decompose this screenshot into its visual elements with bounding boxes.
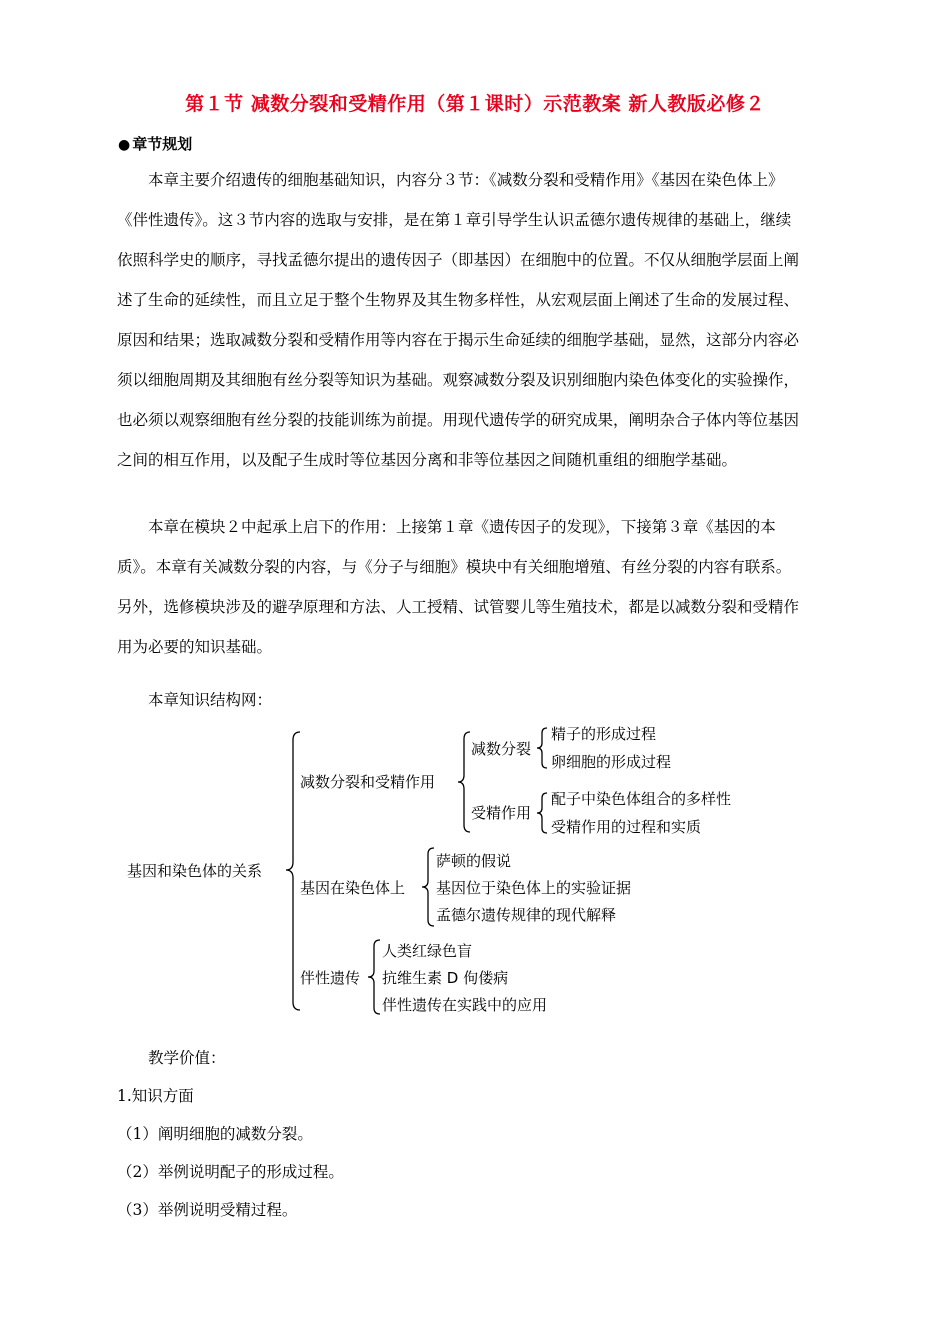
teaching-item: （3）举例说明受精过程。 [117,1201,298,1219]
teaching-item: （2）举例说明配子的形成过程。 [117,1163,344,1181]
diagram-leaf: 基因位于染色体上的实验证据 [436,879,632,897]
diagram-leaf: 受精作用的过程和实质 [551,818,702,836]
page-title: 第１节 减数分裂和受精作用（第１课时）示范教案 新人教版必修２ [185,93,765,115]
paragraph-line: 本章知识结构网： [117,691,273,709]
diagram-branch1: 减数分裂和受精作用 [300,773,436,791]
paragraph-line: 用为必要的知识基础。 [117,638,273,656]
paragraph-structure-intro [117,680,875,720]
diagram-leaf: 孟德尔遗传规律的现代解释 [436,906,617,924]
diagram-leaf: 抗维生素 D 佝偻病 [382,969,509,987]
branch2-brace [422,848,434,926]
diagram-branch2: 基因在染色体上 [300,879,406,897]
teaching-item: （1）阐明细胞的减数分裂。 [117,1125,313,1143]
paragraph-intro [117,160,875,480]
paragraph-line: 也必须以观察细胞有丝分裂的技能训练为前提。用现代遗传学的研究成果，阐明杂合子体内等位基因 [117,411,800,429]
diagram-sub1: 减数分裂 [471,740,532,758]
knowledge-structure-diagram [0,720,950,1020]
diagram-leaf: 配子中染色体组合的多样性 [551,790,732,808]
diagram-leaf: 卵细胞的形成过程 [551,753,672,771]
root-brace [286,732,300,1010]
paragraph-role [117,507,875,667]
diagram-sub2: 受精作用 [471,804,532,822]
sub1-brace [537,728,547,768]
knowledge-aspect-heading: 1.知识方面 [117,1087,194,1105]
paragraph-line: 《伴性遗传》。这３节内容的选取与安排，是在第１章引导学生认识孟德尔遗传规律的基础上，继续 [117,211,792,229]
paragraph-line: 述了生命的延续性，而且立足于整个生物界及其生物多样性，从宏观层面上阐述了生命的发展过程、 [117,291,800,309]
paragraph-line: 依照科学史的顺序，寻找孟德尔提出的遗传因子（即基因）在细胞中的位置。不仅从细胞学层面上阐 [117,251,800,269]
branch1-brace [458,732,470,832]
section-heading-text: 章节规划 [132,135,193,153]
diagram-root: 基因和染色体的关系 [127,862,263,880]
diagram-leaf: 伴性遗传在实践中的应用 [382,996,548,1014]
diagram-leaf: 人类红绿色盲 [382,942,473,960]
bullet-icon: ● [118,137,131,153]
paragraph-line: 本章主要介绍遗传的细胞基础知识，内容分３节：《减数分裂和受精作用》《基因在染色体上》 [117,171,784,189]
paragraph-line: 之间的相互作用，以及配子生成时等位基因分离和非等位基因之间随机重组的细胞学基础。 [117,451,738,469]
paragraph-line: 须以细胞周期及其细胞有丝分裂等知识为基础。观察减数分裂及识别细胞内染色体变化的实验操作， [117,371,800,389]
paragraph-line: 原因和结果；选取减数分裂和受精作用等内容在于揭示生命延续的细胞学基础，显然，这部分内容必 [117,331,800,349]
sub2-brace [537,793,547,833]
branch3-brace [368,940,380,1014]
paragraph-line: 本章在模块２中起承上启下的作用：上接第１章《遗传因子的发现》，下接第３章《基因的本 [117,518,776,536]
diagram-branch3: 伴性遗传 [300,969,361,987]
teaching-value-heading: 教学价值： [117,1049,226,1067]
paragraph-line: 另外，选修模块涉及的避孕原理和方法、人工授精、试管婴儿等生殖技术，都是以减数分裂和受精作 [117,598,800,616]
section-heading [118,133,192,154]
paragraph-line: 质》。本章有关减数分裂的内容，与《分子与细胞》模块中有关细胞增殖、有丝分裂的内容有联系。 [117,558,792,576]
diagram-leaf: 萨顿的假说 [436,852,512,870]
diagram-leaf: 精子的形成过程 [551,725,657,743]
